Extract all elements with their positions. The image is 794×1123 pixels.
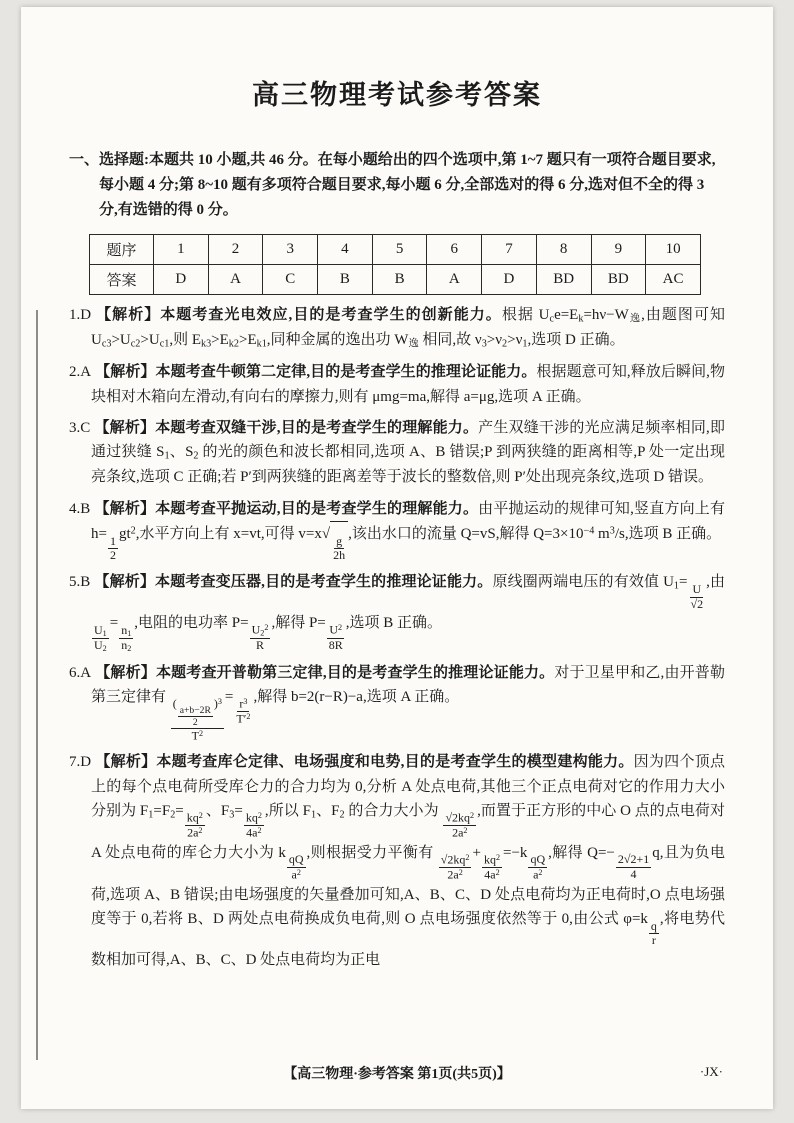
explanation-body: 根据题意可知,释放后瞬间,物块相对木箱向左滑动,有向右的摩擦力,则有 μmg=ma,解得 a=μg,选项 A 正确。	[91, 364, 725, 405]
question-number-cell: 8	[536, 235, 591, 265]
answer-table	[89, 234, 701, 295]
explanation-lead: 【解析】本题考查牛顿第二定律,目的是考查学生的推理论证能力。	[95, 364, 537, 381]
question-number-cell: 4	[318, 235, 373, 265]
question-label: 3.C	[69, 419, 91, 436]
answer-cell: D	[154, 265, 209, 295]
explanation-body: 由平抛运动的规律可知,竖直方向上有 h= $\frac{1}{2}$ $gt^2$,水平方向上有 x=vt,可得 v=x√ $\frac{g}{2h}$ ,该出水口的流量 Q=vS,解得 $Q=3\times 10^{-4}$ $m^3/s$,选项 B 正确。	[91, 500, 725, 563]
explanation-lead: 【解析】本题考查库仑定律、电场强度和电势,目的是考查学生的模型建构能力。	[95, 754, 634, 771]
question-label: 4.B	[69, 500, 91, 517]
explanation-item	[69, 750, 725, 972]
scan-artifact-line	[36, 310, 38, 1060]
answer-cell: B	[372, 265, 427, 295]
explanation-body: 产生双缝干涉的光应满足频率相同,即通过狭缝 $S_1$、$S_2$ 的光的颜色和波长都相同,选项 A、B 错误;P 到两狭缝的距离相等,P 处一定出现亮条纹,选项 C 正确;若 P′到两狭缝的距离差等于波长的整数倍,则 P′处出现亮条纹,选项 D 错误。	[91, 419, 725, 486]
explanation-item	[69, 416, 725, 490]
question-number-cell: 6	[427, 235, 482, 265]
question-number-cell: 10	[646, 235, 701, 265]
explanation-item	[69, 661, 725, 744]
row-header-question: 题序	[90, 235, 154, 265]
question-number-cell: 5	[372, 235, 427, 265]
question-label: 2.A	[69, 364, 92, 381]
explanation-lead: 【解析】本题考查双缝干涉,目的是考查学生的理解能力。	[94, 419, 479, 436]
question-label: 5.B	[69, 574, 91, 591]
page-footer	[69, 1063, 725, 1083]
explanation-lead: 【解析】本题考查光电效应,目的是考查学生的创新能力。	[95, 307, 502, 324]
page-title: 高三物理考试参考答案	[252, 80, 542, 110]
question-number-cell: 2	[208, 235, 263, 265]
question-number-cell: 1	[154, 235, 209, 265]
section-heading: 一、选择题:	[69, 152, 149, 168]
question-number-cell: 7	[482, 235, 537, 265]
explanation-item	[69, 570, 725, 654]
explanation-lead: 【解析】本题考查开普勒第三定律,目的是考查学生的推理论证能力。	[95, 664, 555, 681]
answer-sheet-page	[21, 7, 773, 1109]
explanation-body: 原线圈两端电压的有效值 $U_1=$ $\frac{U}{√2}$ ,由 $\frac{U_1}{U_2}$ = $\frac{n_1}{n_2}$ ,电阻的电功率 P= $\frac{U_2^2}{R}$ ,解得 P= $\frac{U^2}{8R}$ ,选项 B 正确。	[94, 574, 725, 654]
section-instructions	[69, 148, 725, 222]
explanation-lead: 【解析】本题考查变压器,目的是考查学生的推理论证能力。	[94, 574, 493, 591]
row-header-answer: 答案	[90, 265, 154, 295]
question-label: 1.D	[69, 307, 92, 324]
explanation-body: 因为四个顶点上的每个点电荷所受库仑力的合力均为 0,分析 A 处点电荷,其他三个正点电荷对它的作用力大小分别为 $F_1=F_2=$ $\frac{kq^2}{2a^2}$ 、$F_3=$ $\frac{kq^2}{4a^2}$ ,所以 $F_1$、$F_2$ 的合力大小为 $\frac{√2kq^2}{2a^2}$ ,而置于正方形的中心 O 点的点电荷对 A 处点电荷的库仑力大小为 k $\frac{qQ}{a^2}$ ,则根据受力平衡有 $\frac{√2kq^2}{2a^2}$ + $\frac{kq^2}{4a^2}$ =−k $\frac{qQ}{a^2}$ ,解得 Q=− $\frac{2√2+1}{4}$ q,且为负电荷,选项 A、B 错误;由电场强度的矢量叠加可知,A、B、C、D 处点电荷均为正电荷时,O 点电场强度等于 0,若将 B、D 两处点电荷换成负电荷,则 O 点电场强度依然等于 0,由公式 φ=k $\frac{q}{r}$ ,将电势代数相加可得,A、B、C、D 处点电荷均为正电	[91, 754, 725, 969]
explanation-item	[69, 360, 725, 409]
answer-cell: AC	[646, 265, 701, 295]
explanation-item	[69, 303, 725, 353]
explanation-lead: 【解析】本题考查平抛运动,目的是考查学生的理解能力。	[94, 500, 479, 517]
answer-cell: BD	[591, 265, 646, 295]
question-number-cell: 3	[263, 235, 318, 265]
answer-cell: D	[482, 265, 537, 295]
answer-cell: BD	[536, 265, 591, 295]
explanation-body: 根据 $U_ce=E_k=h\nu-W_逸$,由题图可知 $U_{c3}>U_{c2}>U_{c1}$,则 $E_{k3}>E_{k2}>E_{k1}$,同种金属的逸出功 $W_逸$ 相同,故 $\nu_3>\nu_2>\nu_1$,选项 D 正确。	[91, 307, 725, 350]
answer-row	[90, 265, 701, 295]
question-label: 6.A	[69, 664, 92, 681]
explanations-section	[69, 303, 725, 972]
instructions-text: 本题共 10 小题,共 46 分。在每小题给出的四个选项中,第 1~7 题只有一项符合题目要求,每小题 4 分;第 8~10 题有多项符合题目要求,每小题 6 分,全部选对的得 6 分,选对但不全的得 3 分,有选错的得 0 分。	[99, 152, 716, 218]
explanation-body: 对于卫星甲和乙,由开普勒第三定律有 ( $\frac{a+b-2R}{2}$ )$^3$ $T^2$ = $\frac{r^3}{T'^2}$ ,解得 b=2(r−R)−a,选项 A 正确。	[91, 664, 725, 743]
answer-cell: B	[318, 265, 373, 295]
explanation-item	[69, 497, 725, 563]
answer-cell: A	[208, 265, 263, 295]
footer-text: 【高三物理·参考答案 第1页(共5页)】	[283, 1067, 511, 1082]
question-number-cell: 9	[591, 235, 646, 265]
footer-code: ·JX·	[699, 1064, 723, 1079]
answer-cell: C	[263, 265, 318, 295]
question-label: 7.D	[69, 754, 92, 771]
question-number-row	[90, 235, 701, 265]
answer-cell: A	[427, 265, 482, 295]
